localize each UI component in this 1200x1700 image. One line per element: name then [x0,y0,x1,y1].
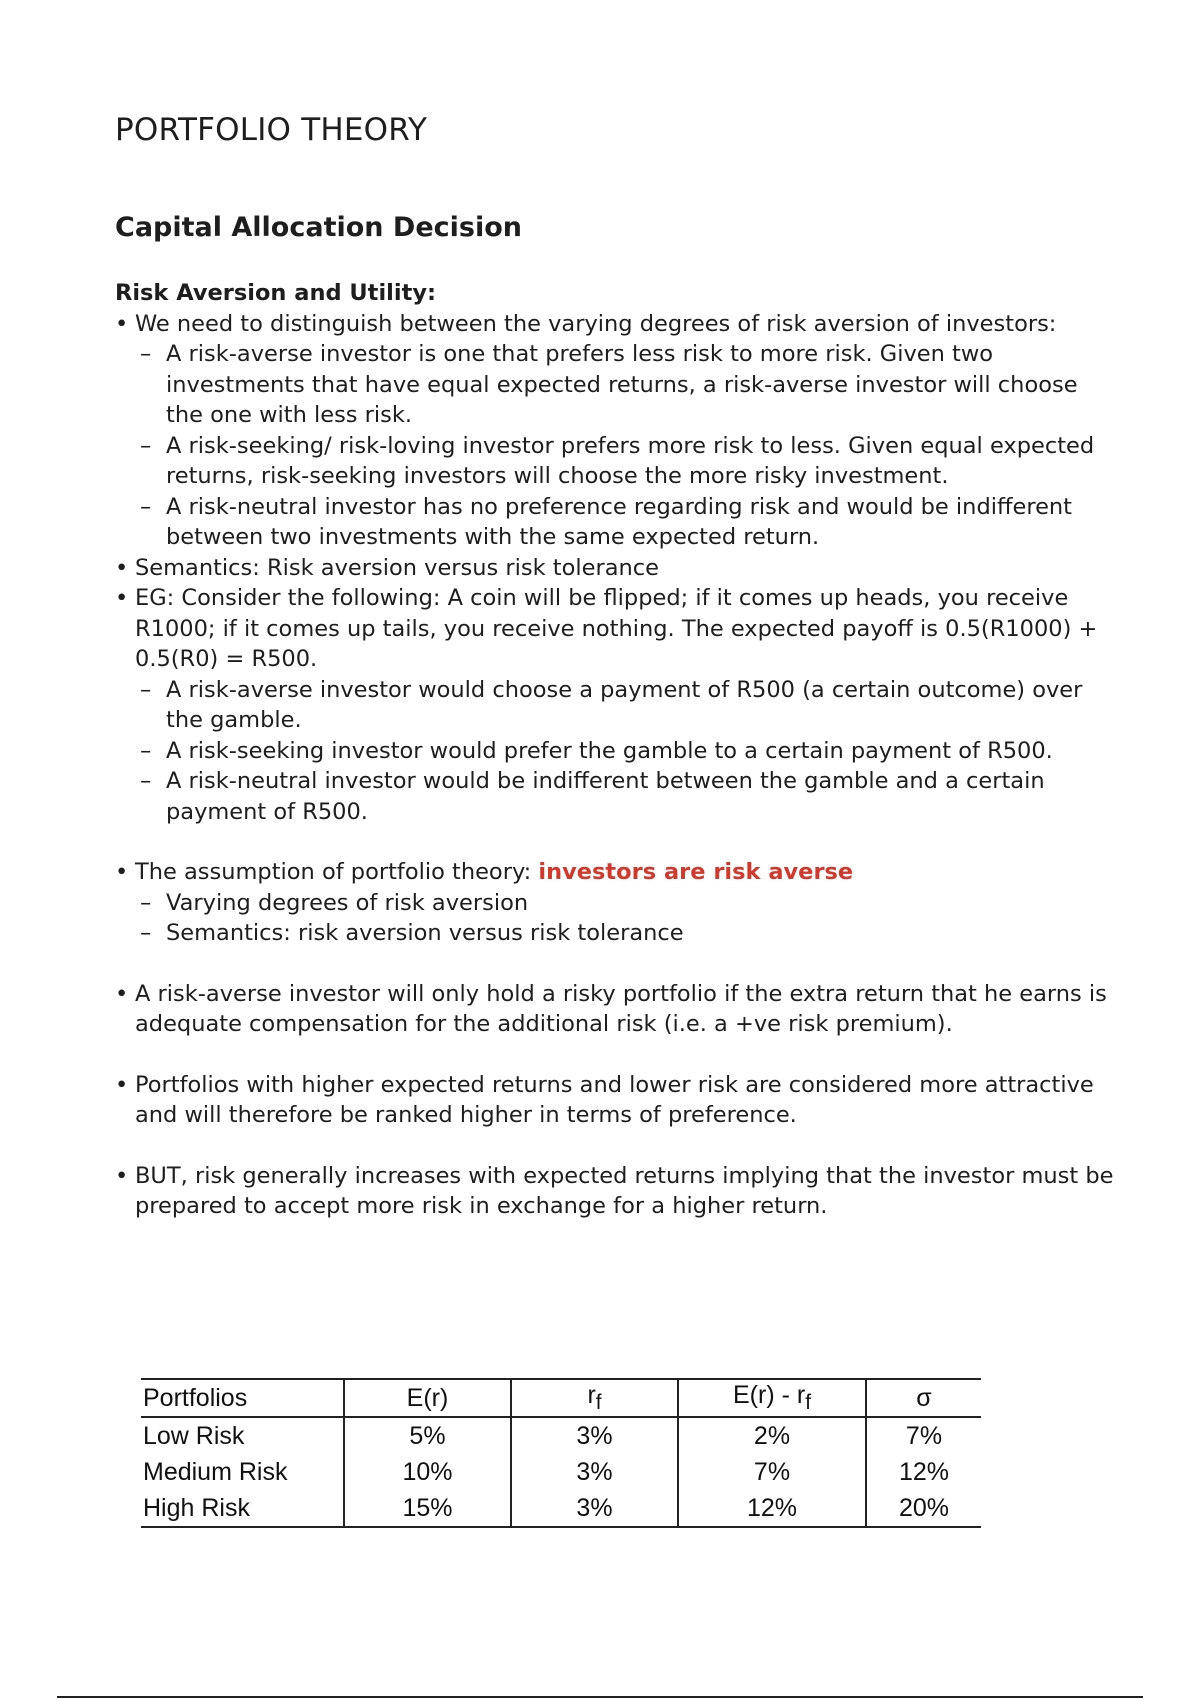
cell-risk-free-rate: 3% [511,1417,678,1454]
bullet-item [115,583,1115,827]
cell-sigma: 20% [866,1490,981,1527]
table-header-row [141,1379,981,1417]
sub-item: – A risk-seeking/ risk-loving investor prefers more risk to less. Given equal expected returns, risk-seeking investors will choose the more risky investment. [166,431,1115,492]
bullet-item [115,857,1115,949]
header-expected-return: E(r) [344,1379,511,1417]
cell-excess-return: 12% [678,1490,866,1527]
sub-item: – A risk-seeking investor would prefer the gamble to a certain payment of R500. [166,736,1115,767]
cell-excess-return: 2% [678,1417,866,1454]
cell-expected-return: 5% [344,1417,511,1454]
cell-portfolio-name: Low Risk [143,1421,245,1450]
sub-item: – A risk-neutral investor would be indifferent between the gamble and a certain payment of R500. [166,766,1115,827]
header-excess-subscript: f [805,1391,811,1414]
cell-sigma: 7% [866,1417,981,1454]
bullet-text: EG: Consider the following: A coin will be flipped; if it comes up heads, you receive R1000; if it comes up tails, you receive nothing. The expected payoff is 0.5(R1000) + 0.5(R0) = R500. [135,585,1098,672]
bullet-text: Portfolios with higher expected returns and lower risk are considered more attractive and will therefore be ranked higher in terms of preference. [135,1071,1094,1128]
bullet-item [115,309,1115,553]
highlighted-phrase: investors are risk averse [538,859,854,885]
bullet-item [115,553,1115,584]
bullet-text: We need to distinguish between the varying degrees of risk aversion of investors: [135,310,1057,337]
bullet-item [115,979,1115,1040]
cell-risk-free-rate: 3% [511,1454,678,1490]
bullet-text: A risk-averse investor will only hold a risky portfolio if the extra return that he earns is adequate compensation for the additional risk (i.e. a +ve risk premium). [135,980,1107,1037]
cell-portfolio-name: Medium Risk [143,1457,288,1486]
subheading: Risk Aversion and Utility: [115,280,436,306]
cell-expected-return: 10% [344,1454,511,1490]
sub-item: – A risk-averse investor would choose a payment of R500 (a certain outcome) over the gamble. [166,675,1115,736]
sub-item: – A risk-averse investor is one that prefers less risk to more risk. Given two investments that have equal expected returns, a risk-averse investor will choose the one with less risk. [166,339,1115,431]
bullet-list [115,309,1115,1222]
portfolio-table-wrapper [141,1378,981,1528]
cell-excess-return: 7% [678,1454,866,1490]
header-portfolios: Portfolios [143,1383,248,1412]
document-title: PORTFOLIO THEORY [115,112,428,148]
header-excess-base: E(r) - r [733,1381,806,1409]
table-row [141,1454,981,1490]
header-sigma: σ [866,1379,981,1417]
cell-expected-return: 15% [344,1490,511,1527]
table-row [141,1490,981,1527]
sub-item: – Varying degrees of risk aversion [166,888,1115,919]
header-excess-return [678,1379,866,1417]
sub-item: – A risk-neutral investor has no preference regarding risk and would be indifferent between two investments with the same expected return. [166,492,1115,553]
sub-list [135,675,1115,828]
sub-list [135,339,1115,553]
bullet-text: The assumption of portfolio theory: [135,859,539,885]
bullet-text: Semantics: Risk aversion versus risk tolerance [135,554,659,581]
sub-list [135,888,1115,949]
section-heading: Capital Allocation Decision [115,212,522,243]
footer-divider [57,1696,1143,1698]
table-row [141,1417,981,1454]
header-rf-subscript: f [595,1391,602,1414]
cell-sigma: 12% [866,1454,981,1490]
bullet-item [115,1070,1115,1131]
bullet-item [115,1161,1115,1222]
cell-risk-free-rate: 3% [511,1490,678,1527]
bullet-text: BUT, risk generally increases with expected returns implying that the investor must be prepared to accept more risk in exchange for a higher return. [135,1162,1114,1219]
cell-portfolio-name: High Risk [143,1493,250,1522]
document-body [115,278,1115,1222]
sub-item: – Semantics: risk aversion versus risk tolerance [166,918,1115,949]
header-rf-base: r [587,1381,596,1409]
header-risk-free-rate [511,1379,678,1417]
portfolio-table [141,1378,981,1528]
